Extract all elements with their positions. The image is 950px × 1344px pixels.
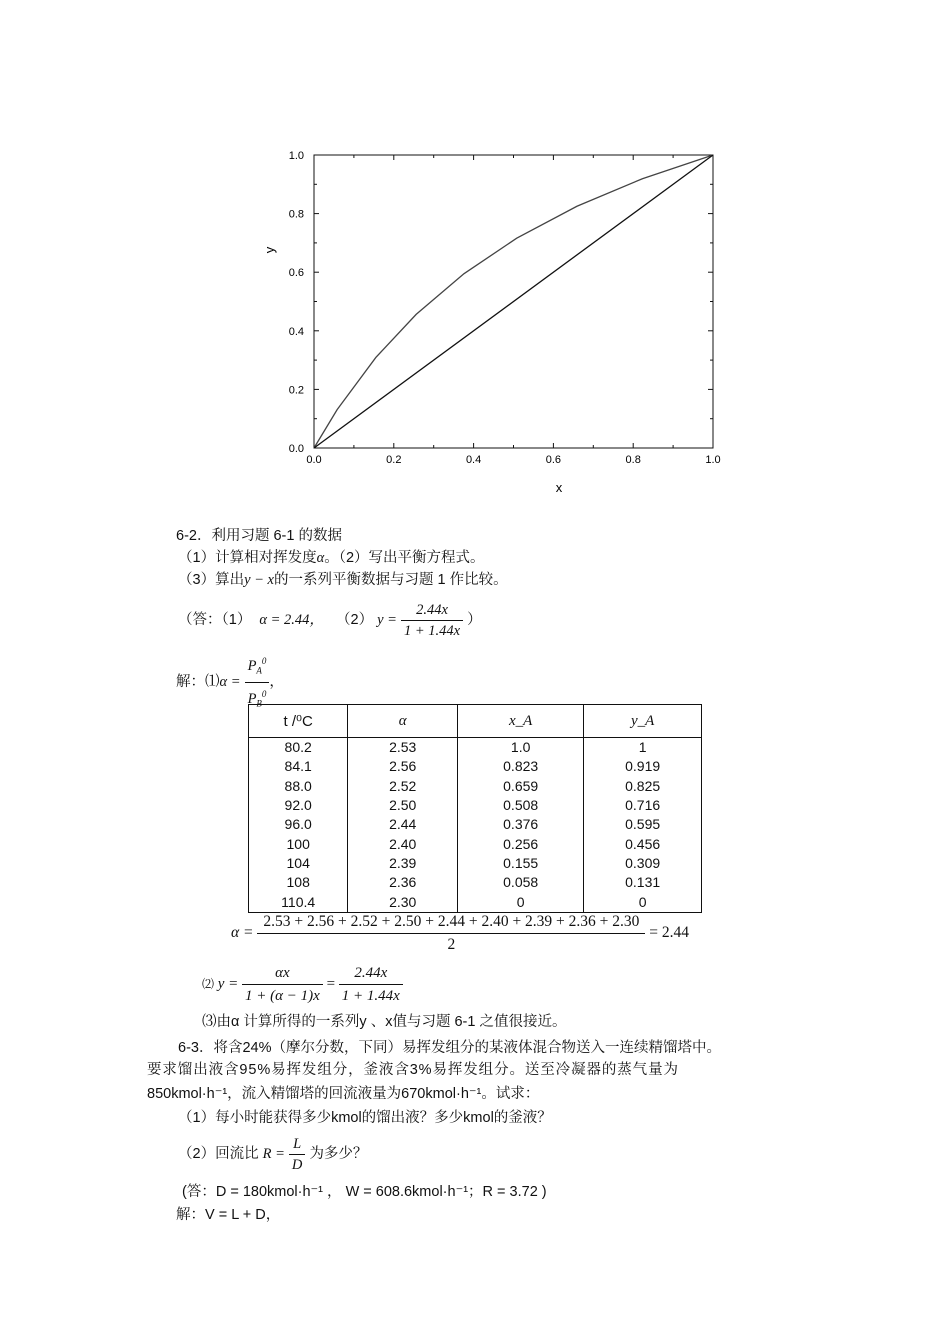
table-cell: 80.2 (249, 738, 348, 758)
table-cell: 108 (249, 873, 348, 892)
y-tick-label: 1.0 (288, 150, 304, 162)
table-row (249, 777, 702, 796)
table-cell: 88.0 (249, 777, 348, 796)
alpha-average-formula (231, 910, 689, 956)
eq2-equals: = (326, 976, 336, 992)
table-cell: 1.0 (458, 738, 584, 758)
table-row (249, 757, 702, 776)
y-tick-label: 0.4 (288, 325, 304, 338)
q2-num: L (289, 1134, 305, 1155)
x-tick-label: 0.6 (545, 454, 562, 466)
problem-6-2-title: 6-2．利用习题 6-1 的数据 (176, 528, 342, 544)
x-tick-label: 0.8 (625, 454, 641, 466)
plot-area (289, 150, 721, 466)
diagonal-line (314, 155, 713, 448)
header-alpha-text: α (398, 712, 407, 729)
header-xa-text: x_A (509, 712, 533, 729)
table-cell: 0.131 (584, 873, 702, 892)
answer-y: y = (377, 612, 397, 628)
answer-den: 1 + 1.44x (404, 622, 461, 639)
table-row (249, 738, 702, 758)
table-cell: 2.56 (348, 757, 458, 776)
eq2-den1: 1 + (α − 1)x (245, 988, 320, 1005)
table-cell: 1 (584, 738, 702, 758)
problem-6-3-solution: 解：V = L + D， (176, 1207, 281, 1223)
table-cell: 0.659 (458, 777, 584, 796)
note-3: ⑶由α 计算所得的一系列y 、x值与习题 6-1 之值很接近。 (202, 1014, 567, 1030)
table-cell: 2.30 (348, 892, 458, 912)
equilibrium-table (248, 704, 702, 913)
eq2-den2: 1 + 1.44x (341, 988, 400, 1005)
table-cell: 100 (249, 834, 348, 853)
header-alpha (348, 705, 458, 738)
sol-alpha: α = (219, 674, 241, 691)
table-cell: 2.53 (348, 738, 458, 758)
problem-6-3-line1: 6-3．将含24%（摩尔分数，下同）易挥发组分的某液体混合物送入一连续精馏塔中。 (178, 1040, 721, 1056)
q1-text: （1）计算相对挥发度 (178, 550, 317, 566)
avg-rhs: = 2.44 (649, 924, 690, 941)
y-tick-label: 0.0 (288, 443, 304, 455)
header-ya (584, 705, 702, 738)
sol-den-sup: 0 (261, 688, 267, 699)
y-tick-label: 0.8 (288, 208, 304, 221)
problem-6-2-q3 (178, 571, 508, 589)
avg-den: 2 (447, 935, 456, 953)
table-cell: 0.823 (458, 757, 584, 776)
problem-6-3-q1: （1）每小时能获得多少kmol的馏出液？多少kmol的釜液？ (178, 1110, 552, 1126)
table-cell: 0.825 (584, 777, 702, 796)
table-row (249, 854, 702, 873)
x-tick-label: 0.0 (306, 454, 322, 466)
table-row (249, 815, 702, 834)
problem-6-3-line3: 850kmol·h⁻¹，流入精馏塔的回流液量为670kmol·h⁻¹。试求： (147, 1086, 540, 1102)
sol-den-sub: B (256, 698, 262, 709)
eq2-fraction2 (339, 962, 403, 1007)
q2-r: R = (262, 1146, 285, 1162)
table-cell: 0.256 (458, 834, 584, 853)
sol-num-sub: A (256, 665, 262, 676)
answer-num: 2.44x (401, 600, 463, 621)
table-header-row (249, 705, 702, 738)
q3-rest: 的一系列平衡数据与习题 1 作比较。 (273, 572, 508, 588)
q3-expr: y − x (244, 572, 274, 588)
solution-alpha-def (176, 650, 284, 709)
table-cell: 0.456 (584, 834, 702, 853)
table-cell: 2.44 (348, 815, 458, 834)
table-cell: 2.36 (348, 873, 458, 892)
problem-6-3-answer: (答：D = 180kmol·h⁻¹ ， W = 608.6kmol·h⁻¹；R = 3.72 ) (182, 1184, 547, 1200)
table-cell: 2.50 (348, 796, 458, 815)
avg-lhs: α = (231, 924, 254, 941)
answer-alpha: α = 2.44， (259, 612, 324, 628)
table-cell: 104 (249, 854, 348, 873)
x-tick-label: 0.2 (386, 454, 402, 466)
x-tick-label: 0.4 (465, 454, 482, 466)
y-axis-label: y (262, 246, 277, 254)
xy-equilibrium-chart (250, 140, 740, 500)
y-tick-label: 0.2 (288, 384, 304, 397)
problem-6-2-q1 (178, 549, 485, 567)
problem-6-3-q2 (178, 1132, 367, 1176)
equilibrium-equation (202, 960, 403, 1008)
q1-rest: 。（2）写出平衡方程式。 (324, 550, 485, 566)
eq2-num1: αx (242, 962, 323, 985)
problem-6-3-line2: 要求馏出液含95%易挥发组分，釜液含3%易挥发组分。送至冷凝器的蒸气量为 (147, 1062, 679, 1078)
table-cell: 110.4 (249, 892, 348, 912)
x-axis-label: x (555, 480, 563, 495)
table-cell: 0.309 (584, 854, 702, 873)
y-tick-label: 0.6 (288, 267, 304, 280)
q2-den: D (291, 1156, 303, 1173)
sol-num (245, 650, 270, 683)
table-cell: 0.595 (584, 815, 702, 834)
header-xa (458, 705, 584, 738)
table-cell: 0.058 (458, 873, 584, 892)
table-cell: 0.919 (584, 757, 702, 776)
table-cell: 0.508 (458, 796, 584, 815)
q3-text: （3）算出 (178, 572, 245, 588)
table-row (249, 834, 702, 853)
answer-prefix: （答：（1） (178, 612, 252, 628)
table-cell: 92.0 (249, 796, 348, 815)
sol-num-p: P (247, 657, 257, 674)
problem-6-2-answer (178, 598, 482, 642)
q2-suffix: 为多少？ (309, 1146, 368, 1162)
table-cell: 0.716 (584, 796, 702, 815)
table-cell: 0.155 (458, 854, 584, 873)
table-cell: 2.39 (348, 854, 458, 873)
table-cell: 0.376 (458, 815, 584, 834)
table-cell: 0 (584, 892, 702, 912)
header-t (249, 705, 348, 738)
alpha-symbol: α (316, 550, 325, 566)
q2-prefix: （2）回流比 (178, 1146, 259, 1162)
sol-comma: ， (269, 674, 284, 691)
table-row (249, 796, 702, 815)
answer-fraction (401, 600, 463, 641)
answer-part2: （2） (336, 612, 374, 628)
header-t-text: t /⁰C (283, 713, 313, 730)
table-cell: 96.0 (249, 815, 348, 834)
sol-prefix: 解：⑴ (176, 674, 220, 691)
sol-num-sup: 0 (261, 656, 267, 666)
avg-fraction (257, 911, 645, 956)
table-row (249, 873, 702, 892)
table-cell: 2.40 (348, 834, 458, 853)
eq2-fraction1 (242, 962, 323, 1007)
table-cell: 2.52 (348, 777, 458, 796)
answer-close: ） (467, 612, 482, 628)
sol-den-p: P (247, 690, 257, 707)
avg-num: 2.53 + 2.56 + 2.52 + 2.50 + 2.44 + 2.40 + 2.39 + 2.36 + 2.30 (257, 911, 645, 934)
eq2-label: ⑵ (202, 977, 215, 991)
table-cell: 84.1 (249, 757, 348, 776)
table-cell: 0 (458, 892, 584, 912)
eq2-y: y = (217, 976, 239, 992)
header-ya-text: y_A (630, 712, 655, 729)
eq2-num2: 2.44x (339, 962, 403, 985)
q2-fraction (289, 1134, 305, 1175)
x-tick-label: 1.0 (705, 454, 721, 466)
